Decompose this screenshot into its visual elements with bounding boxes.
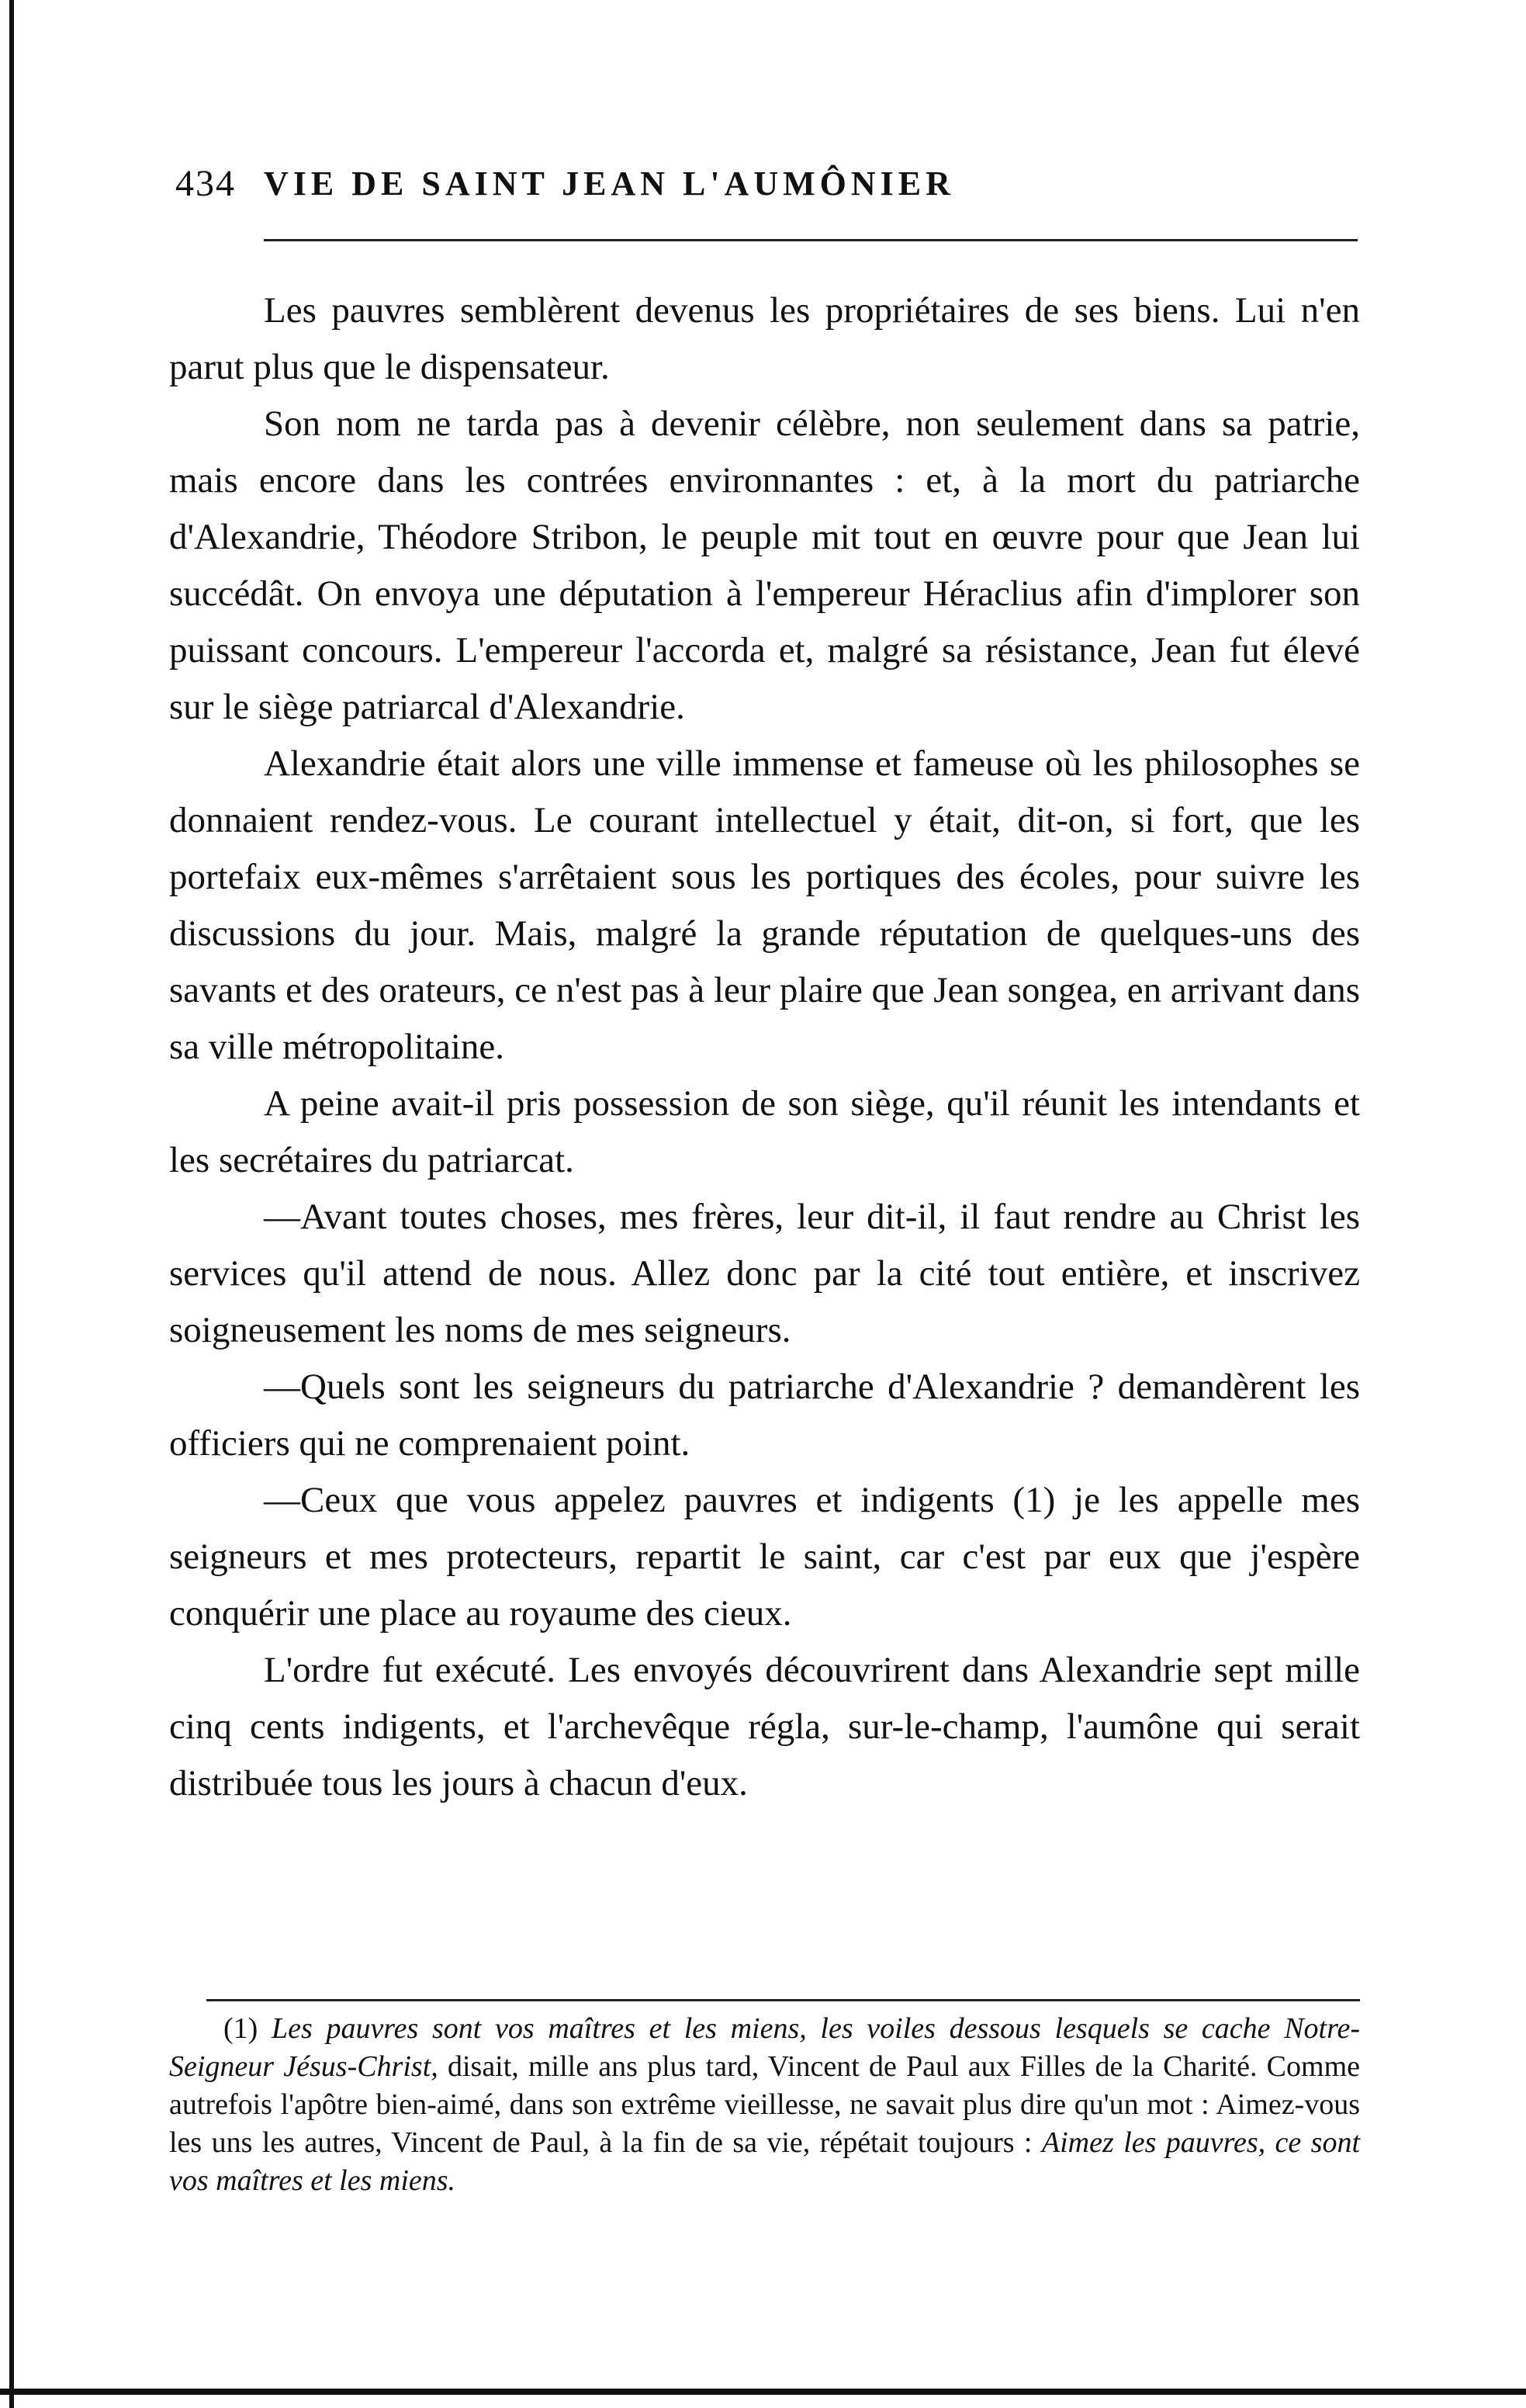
paragraph: —Ceux que vous appelez pauvres et indigents (1) je les appelle mes seigneurs et mes protecteurs, repartit le saint, car c'est par eux que j'espère conquérir une place au royaume des cieux. xyxy=(169,1480,1360,1634)
paragraph: L'ordre fut exécuté. Les envoyés découvrirent dans Alexandrie sept mille cinq cents indigents, et l'archevêque régla, sur-le-champ, l'aumône qui serait distribuée tous les jours à chacun d'eux. xyxy=(169,1650,1360,1803)
page-bottom-rule xyxy=(0,2389,1526,2395)
header-divider xyxy=(264,239,1358,241)
page-edge-rule xyxy=(9,0,14,2408)
paragraph: —Avant toutes choses, mes frères, leur dit-il, il faut rendre au Christ les services qu'il attend de nous. Allez donc par la cité tout entière, et inscrivez soigneusement les noms de mes seigneurs. xyxy=(169,1197,1360,1350)
footnote-quote-end: Aimez les pauvres, ce sont vos maîtres et les miens. xyxy=(169,2126,1360,2197)
paragraph: A peine avait-il pris possession de son siège, qu'il réunit les intendants et les secrétaires du patriarcat. xyxy=(169,1083,1360,1180)
running-title: VIE DE SAINT JEAN L'AUMÔNIER xyxy=(264,164,955,203)
footnote-quote: Les pauvres sont vos maîtres et les miens, les voiles dessous lesquels se cache Notre-Seigneur Jésus-Christ, xyxy=(169,2012,1360,2083)
footnote-divider xyxy=(206,1999,1360,2001)
paragraph: Les pauvres semblèrent devenus les propriétaires de ses biens. Lui n'en parut plus que le dispensateur. xyxy=(169,290,1360,387)
body-text xyxy=(169,282,1360,1812)
page-header xyxy=(175,152,1370,214)
page-number: 434 xyxy=(175,162,236,204)
footnote-marker: (1) xyxy=(223,2012,258,2045)
footnote-text: disait, mille ans plus tard, Vincent de Paul aux Filles de la Charité. Comme autrefois l'apôtre bien-aimé, dans son extrême vieillesse, ne savait plus dire qu'un mot : Aimez-vous les uns les autres, Vincent de Paul, à la fin de sa vie, répétait toujours : xyxy=(169,2050,1361,2159)
footnote xyxy=(169,2010,1360,2200)
paragraph: Son nom ne tarda pas à devenir célèbre, non seulement dans sa patrie, mais encore dans les contrées environnantes : et, à la mort du patriarche d'Alexandrie, Théodore Stribon, le peuple mit tout en œuvre pour que Jean lui succédât. On envoya une députation à l'empereur Héraclius afin d'implorer son puissant concours. L'empereur l'accorda et, malgré sa résistance, Jean fut élevé sur le siège patriarcal d'Alexandrie. xyxy=(169,404,1360,727)
paragraph: Alexandrie était alors une ville immense et fameuse où les philosophes se donnaient rendez-vous. Le courant intellectuel y était, dit-on, si fort, que les portefaix eux-mêmes s'arrêtaient sous les portiques des écoles, pour suivre les discussions du jour. Mais, malgré la grande réputation de quelques-uns des savants et des orateurs, ce n'est pas à leur plaire que Jean songea, en arrivant dans sa ville métropolitaine. xyxy=(169,743,1360,1067)
paragraph: —Quels sont les seigneurs du patriarche d'Alexandrie ? demandèrent les officiers qui ne comprenaient point. xyxy=(169,1367,1360,1464)
